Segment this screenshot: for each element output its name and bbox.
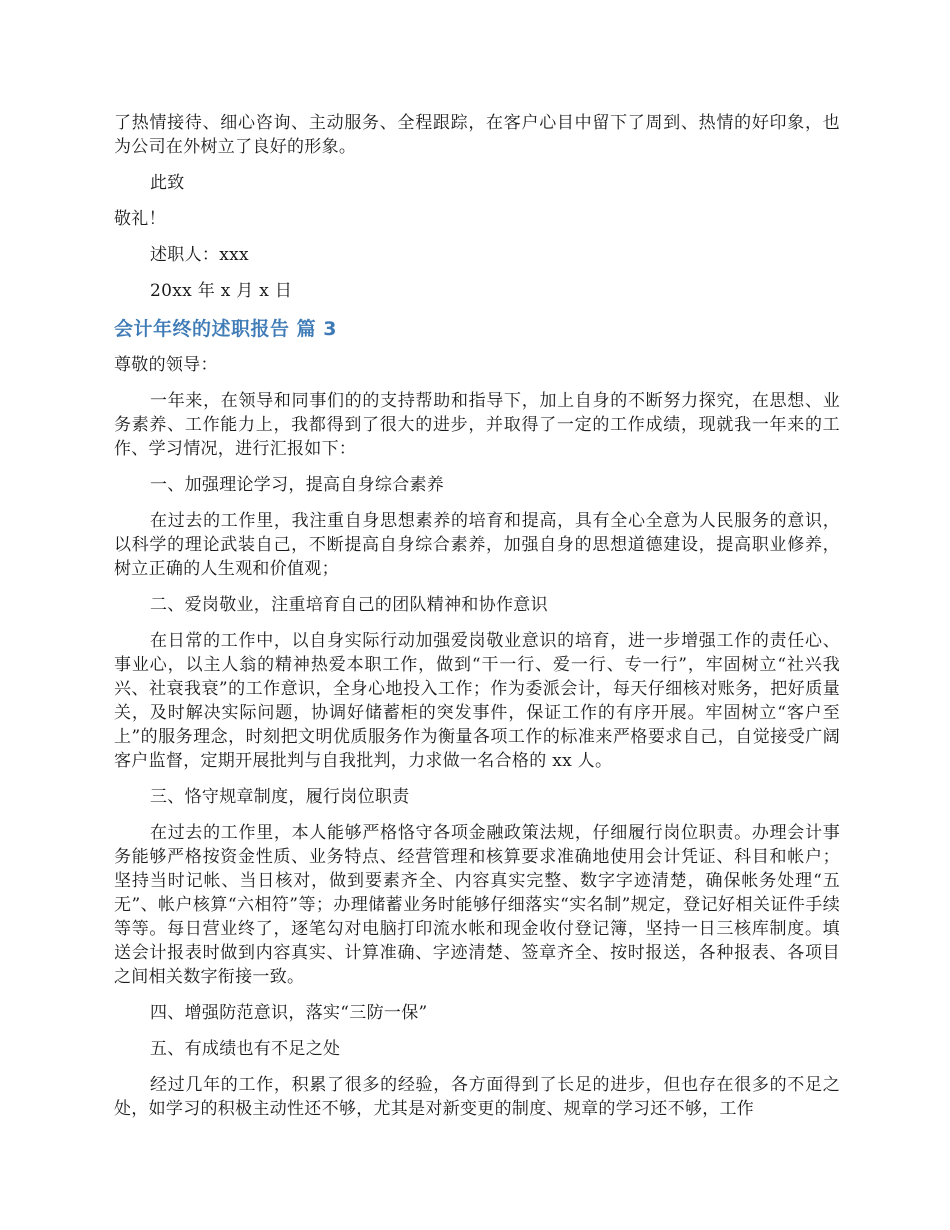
heading-theory-study: 一、加强理论学习，提高自身综合素养 — [150, 475, 445, 495]
paragraph-dedication: 在日常的工作中，以自身实际行动加强爱岗敬业意识的培育，进一步增强工作的责任心、事业心，以主人翁的精神热爱本职工作，做到“干一行、爱一行、专一行”，牢固树立“社兴我兴、社衰我衰”的工作意识，全身心地投入工作；作为委派会计，每天仔细核对账务，把好质量关，及时解决实际问题，协调好储蓄柜的突发事件，保证工作的有序开展。牢固树立“客户至上”的服务理念，时刻把文明优质服务作为衡量各项工作的标准来严格要求自己，自觉接受广阔客户监督，定期开展批判与自我批判，力求做一名合格的 xx 人。 — [114, 631, 840, 771]
section-title: 会计年终的述职报告 篇 3 — [114, 318, 337, 340]
heading-rules: 三、恪守规章制度，履行岗位职责 — [150, 787, 410, 807]
paragraph-shortcomings: 经过几年的工作，积累了很多的经验，各方面得到了长足的进步，但也存在很多的不足之处，如学习的积极主动性还不够，尤其是对新变更的制度、规章的学习还不够，工作 — [114, 1075, 840, 1119]
date-line: 20xx 年 x 月 x 日 — [150, 281, 293, 301]
signer-line: 述职人：xxx — [150, 245, 249, 265]
greeting-line: 尊敬的领导： — [114, 355, 218, 375]
paragraph-theory-study: 在过去的工作里，我注重自身思想素养的培育和提高，具有全心全意为人民服务的意识，以科学的理论武装自己，不断提高自身综合素养，加强自身的思想道德建设，提高职业修养，树立正确的人生观和价值观； — [114, 511, 840, 579]
paragraph-intro-tail: 了热情接待、细心咨询、主动服务、全程跟踪，在客户心目中留下了周到、热情的好印象，也为公司在外树立了良好的形象。 — [114, 113, 840, 157]
heading-prevention: 四、增强防范意识，落实“三防一保” — [150, 1003, 428, 1023]
heading-shortcomings: 五、有成绩也有不足之处 — [150, 1039, 341, 1059]
paragraph-rules: 在过去的工作里，本人能够严格恪守各项金融政策法规，仔细履行岗位职责。办理会计事务能够严格按资金性质、业务特点、经营管理和核算要求准确地使用会计凭证、科目和帐户；坚持当时记帐、当日核对，做到要素齐全、内容真实完整、数字字迹清楚，确保帐务处理“五无”、帐户核算“六相符”等；办理储蓄业务时能够仔细落实“实名制”规定，登记好相关证件手续等等。每日营业终了，逐笔勾对电脑打印流水帐和现金收付登记簿，坚持一日三核库制度。填送会计报表时做到内容真实、计算准确、字迹清楚、签章齐全、按时报送，各种报表、各项目之间相关数字衔接一致。 — [114, 823, 840, 987]
paragraph-overview: 一年来，在领导和同事们的的支持帮助和指导下，加上自身的不断努力探究，在思想、业务素养、工作能力上，我都得到了很大的进步，并取得了一定的工作成绩，现就我一年来的工作、学习情况，进行汇报如下： — [114, 391, 840, 459]
document-body — [114, 111, 840, 1121]
heading-dedication: 二、爱岗敬业，注重培育自己的团队精神和协作意识 — [150, 595, 548, 615]
closing-line: 此致 — [150, 173, 185, 193]
salute-line: 敬礼！ — [114, 209, 166, 229]
